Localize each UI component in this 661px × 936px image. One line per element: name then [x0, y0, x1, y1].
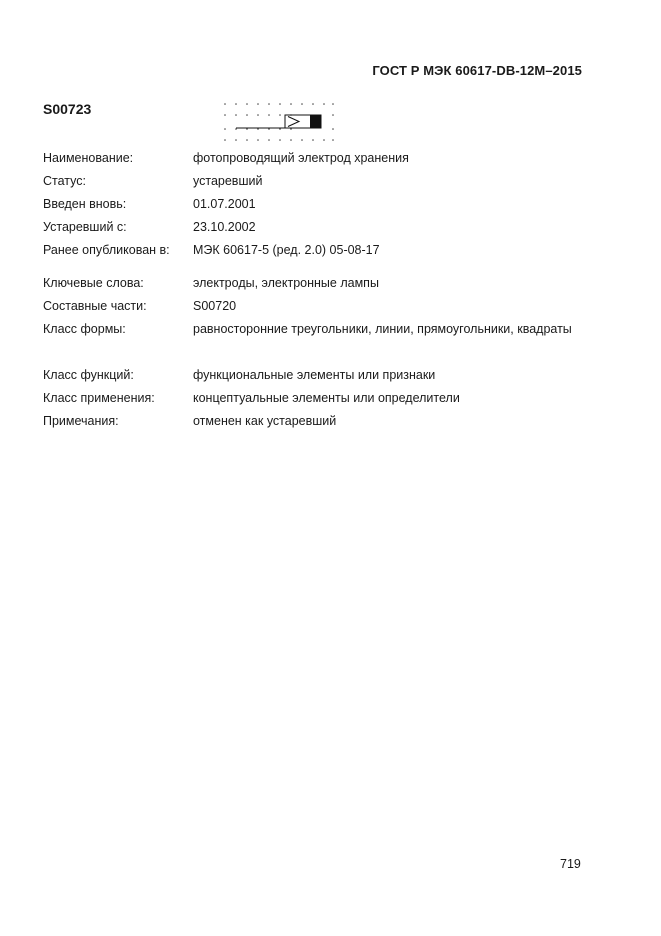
field-label: Класс функций:: [43, 368, 134, 382]
field-value: S00720: [193, 299, 237, 313]
triangle-mark: [288, 117, 299, 127]
field-label: Ранее опубликован в:: [43, 243, 170, 257]
field-label: Класс применения:: [43, 391, 155, 405]
field-value: фотопроводящий электрод хранения: [193, 151, 409, 165]
filled-square: [310, 115, 321, 128]
field-label: Введен вновь:: [43, 197, 127, 211]
symbol-graphic: [222, 100, 336, 144]
field-label: Ключевые слова:: [43, 276, 144, 290]
document-header: ГОСТ Р МЭК 60617-DB-12M–2015: [372, 63, 582, 78]
field-label: Составные части:: [43, 299, 147, 313]
field-label: Наименование:: [43, 151, 134, 165]
field-value: устаревший: [193, 174, 263, 188]
field-label: Класс формы:: [43, 322, 126, 336]
field-value: 23.10.2002: [193, 220, 256, 234]
field-label: Примечания:: [43, 414, 119, 428]
field-value: функциональные элементы или признаки: [193, 368, 436, 382]
field-value: равносторонние треугольники, линии, прямоугольники, квадраты: [193, 322, 572, 336]
field-label: Статус:: [43, 174, 86, 188]
field-value: концептуальные элементы или определители: [193, 391, 460, 405]
field-value: электроды, электронные лампы: [193, 276, 379, 290]
field-value: 01.07.2001: [193, 197, 256, 211]
field-value: отменен как устаревший: [193, 414, 337, 428]
page-number: 719: [560, 857, 581, 871]
symbol-code: S00723: [43, 101, 92, 117]
field-label: Устаревший с:: [43, 220, 127, 234]
field-value: МЭК 60617-5 (ред. 2.0) 05-08-17: [193, 243, 380, 257]
